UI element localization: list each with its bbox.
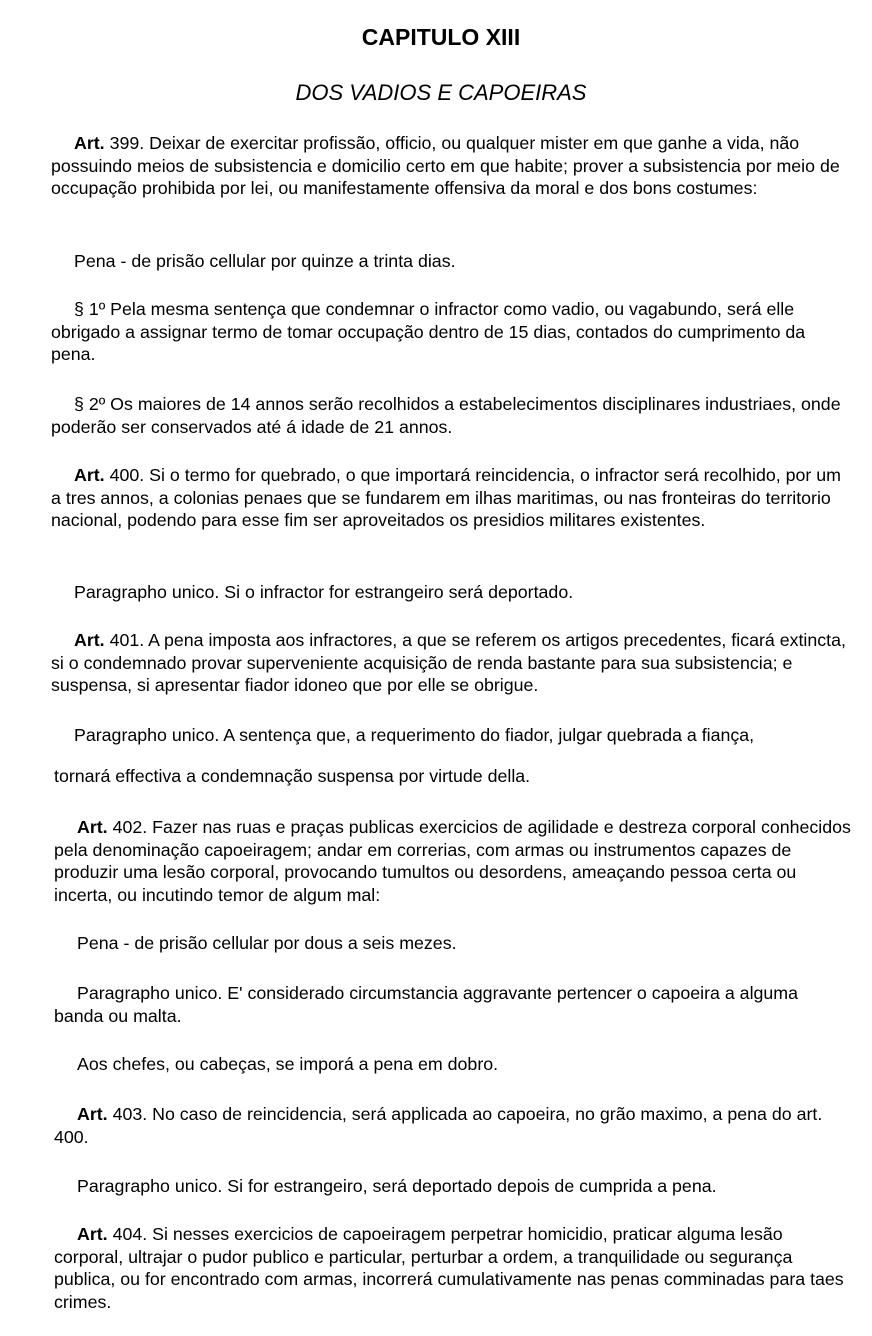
chapter-subtitle: DOS VADIOS E CAPOEIRAS bbox=[295, 80, 587, 105]
paragraph-text: Pena - de prisão cellular por dous a seis mezes. bbox=[77, 933, 457, 953]
article-text: 403. No caso de reincidencia, será applicada ao capoeira, no grão maximo, a pena do art. 400. bbox=[54, 1104, 823, 1147]
article-402-penalty bbox=[54, 932, 851, 955]
article-label: Art. bbox=[77, 1224, 108, 1244]
article-399 bbox=[51, 132, 851, 200]
paragraph-text: Pena - de prisão cellular por quinze a trinta dias. bbox=[74, 251, 456, 271]
paragraph-text: Paragrapho unico. A sentença que, a requerimento do fiador, julgar quebrada a fiança, bbox=[74, 725, 755, 745]
article-label: Art. bbox=[74, 465, 105, 485]
article-text: 399. Deixar de exercitar profissão, officio, ou qualquer mister em que ganhe a vida, não possuindo meios de subsistencia e domicilio certo em que habite; prover a subsistencia por meio de occupação prohibida por lei, ou manifestamente offensiva da moral e dos bons costumes: bbox=[51, 133, 840, 199]
article-401 bbox=[51, 629, 851, 697]
article-label: Art. bbox=[74, 630, 105, 650]
article-399-section-2 bbox=[51, 393, 851, 438]
article-402-leaders bbox=[54, 1053, 851, 1076]
paragraph-text: Paragrapho unico. Si for estrangeiro, será deportado depois de cumprida a pena. bbox=[77, 1176, 717, 1196]
article-text: 404. Si nesses exercicios de capoeiragem perpetrar homicidio, praticar alguma lesão corporal, ultrajar o pudor publico e particular, perturbar a ordem, a tranquilidade ou segurança publica, ou for encontrado com armas, incorrerá cumulativamente nas penas comminadas para taes crimes. bbox=[54, 1224, 844, 1313]
article-label: Art. bbox=[74, 133, 105, 153]
article-399-penalty bbox=[51, 250, 851, 273]
article-402-sole-paragraph bbox=[54, 982, 851, 1027]
article-402 bbox=[54, 816, 851, 907]
article-403 bbox=[54, 1103, 851, 1148]
article-label: Art. bbox=[77, 1104, 108, 1124]
paragraph-text: § 1º Pela mesma sentença que condemnar o infractor como vadio, ou vagabundo, será elle obrigado a assignar termo de tomar occupação dentro de 15 dias, contados do cumprimento da pena. bbox=[51, 299, 806, 365]
article-399-section-1 bbox=[51, 298, 851, 366]
article-403-sole-paragraph bbox=[54, 1175, 851, 1198]
article-401-sole-paragraph-continued bbox=[54, 765, 851, 788]
paragraph-text: Aos chefes, ou cabeças, se imporá a pena em dobro. bbox=[77, 1054, 499, 1074]
paragraph-text: tornará effectiva a condemnação suspensa por virtude della. bbox=[54, 766, 531, 786]
article-400-sole-paragraph bbox=[51, 581, 851, 604]
article-text: 400. Si o termo for quebrado, o que importará reincidencia, o infractor será recolhido, por um a tres annos, a colonias penaes que se fundarem em ilhas maritimas, ou nas fronteiras do territorio nacional, podendo para esse fim ser aproveitados os presidios militares existentes. bbox=[51, 465, 841, 531]
paragraph-text: Paragrapho unico. Si o infractor for estrangeiro será deportado. bbox=[74, 582, 574, 602]
article-401-sole-paragraph bbox=[51, 724, 851, 747]
paragraph-text: Paragrapho unico. E' considerado circumstancia aggravante pertencer o capoeira a alguma banda ou malta. bbox=[54, 983, 799, 1026]
article-400 bbox=[51, 464, 851, 532]
article-text: 401. A pena imposta aos infractores, a que se referem os artigos precedentes, ficará extincta, si o condemnado provar superveniente acquisição de renda bastante para sua subsistencia; e suspensa, si apresentar fiador idoneo que por elle se obrigue. bbox=[51, 630, 846, 696]
chapter-title: CAPITULO XIII bbox=[361, 24, 521, 50]
paragraph-text: § 2º Os maiores de 14 annos serão recolhidos a estabelecimentos disciplinares industriaes, onde poderão ser conservados até á idade de 21 annos. bbox=[51, 394, 841, 437]
article-404 bbox=[54, 1223, 851, 1314]
article-label: Art. bbox=[77, 817, 108, 837]
article-text: 402. Fazer nas ruas e praças publicas exercicios de agilidade e destreza corporal conhecidos pela denominação capoeiragem; andar em correrias, com armas ou instrumentos capazes de produzir uma lesão corporal, provocando tumultos ou desordens, ameaçando pessoa certa ou incerta, ou incutindo temor de algum mal: bbox=[54, 817, 851, 906]
